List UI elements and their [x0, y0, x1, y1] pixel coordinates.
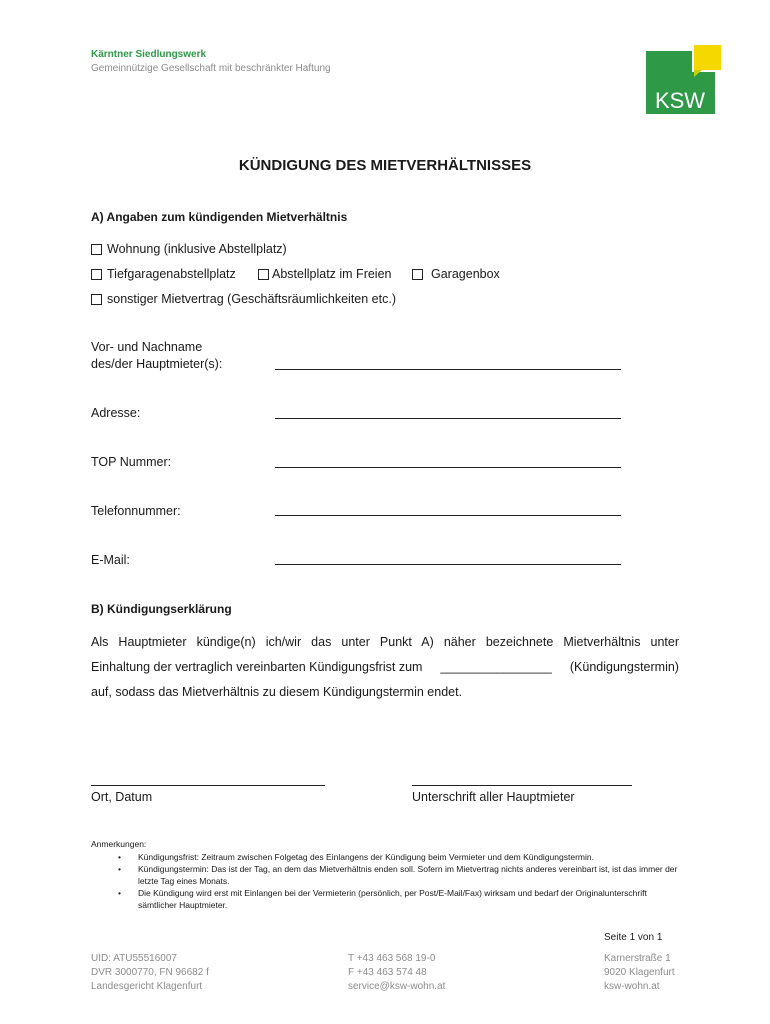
- name-label-line1: Vor- und Nachname: [91, 340, 203, 354]
- option-garagenbox[interactable]: [412, 267, 500, 281]
- adresse-input-line[interactable]: [275, 418, 621, 419]
- telefon-input-line[interactable]: [275, 515, 621, 516]
- notes-list: [118, 851, 678, 911]
- tiefgarage-checkbox[interactable]: [91, 269, 102, 280]
- abstellplatz-label: Abstellplatz im Freien: [272, 267, 392, 281]
- email-input-line[interactable]: [275, 564, 621, 565]
- note-item: • Kündigungsfrist: Zeitraum zwischen Folgetag des Einlangens der Kündigung beim Vermieter und dem Kündigungstermin.: [118, 851, 678, 863]
- tiefgarage-label: Tiefgaragenabstellplatz: [107, 267, 236, 281]
- note-item: • Die Kündigung wird erst mit Einlangen bei der Vermieterin (persönlich, per Post/E-Mail/Fax) wirksam und bedarf der Originalunterschrift sämtlicher Hauptmieter.: [118, 887, 678, 911]
- ksw-logo: [646, 43, 723, 114]
- option-abstellplatz[interactable]: [258, 267, 392, 281]
- ort-datum-label: Ort, Datum: [91, 790, 153, 804]
- footer-website-link[interactable]: ksw-wohn.at: [604, 981, 660, 992]
- sonstiger-checkbox[interactable]: [91, 294, 102, 305]
- wohnung-label: Wohnung (inklusive Abstellplatz): [107, 242, 287, 256]
- footer-street: Karnerstraße 1: [604, 953, 671, 964]
- garagenbox-checkbox[interactable]: [412, 269, 423, 280]
- notes-heading: Anmerkungen:: [91, 839, 147, 849]
- footer-phone: T +43 463 568 19-0: [348, 953, 436, 964]
- top-number-label: TOP Nummer:: [91, 455, 172, 469]
- footer-middle: [348, 952, 445, 994]
- declaration-line-3: auf, sodass das Mietverhältnis zu diesem Kündigungstermin endet.: [91, 685, 463, 699]
- unterschrift-label: Unterschrift aller Hauptmieter: [412, 790, 575, 804]
- abstellplatz-checkbox[interactable]: [258, 269, 269, 280]
- footer-uid: UID: ATU55516007: [91, 953, 177, 964]
- footer-left: [91, 952, 209, 994]
- top-number-input-line[interactable]: [275, 467, 621, 468]
- name-input-line[interactable]: [275, 369, 621, 370]
- wohnung-checkbox[interactable]: [91, 244, 102, 255]
- option-sonstiger[interactable]: [91, 292, 396, 306]
- ort-datum-line[interactable]: [91, 785, 325, 786]
- footer-email-link[interactable]: service@ksw-wohn.at: [348, 981, 446, 992]
- kuendigungstermin-blank[interactable]: ________________: [440, 660, 552, 674]
- footer-court: Landesgericht Klagenfurt: [91, 981, 203, 992]
- organization-subtitle: Gemeinnützige Gesellschaft mit beschränkter Haftung: [91, 63, 331, 74]
- footer-city: 9020 Klagenfurt: [604, 967, 675, 978]
- organization-name: Kärntner Siedlungswerk: [91, 49, 207, 60]
- telefon-label: Telefonnummer:: [91, 504, 181, 518]
- adresse-label: Adresse:: [91, 406, 141, 420]
- email-label: E-Mail:: [91, 553, 130, 567]
- name-field-label: [91, 339, 222, 373]
- page-number: Seite 1 von 1: [604, 932, 663, 943]
- declaration-line-2-end: (Kündigungstermin): [569, 660, 679, 674]
- logo-text: KSW: [654, 88, 706, 113]
- section-a-heading: A) Angaben zum kündigenden Mietverhältnis: [91, 210, 348, 224]
- footer-right: [604, 952, 675, 994]
- garagenbox-label: Garagenbox: [431, 267, 500, 281]
- unterschrift-line[interactable]: [412, 785, 632, 786]
- footer-fax: F +43 463 574 48: [348, 967, 427, 978]
- sonstiger-label: sonstiger Mietvertrag (Geschäftsräumlichkeiten etc.): [107, 292, 396, 306]
- document-title: KÜNDIGUNG DES MIETVERHÄLTNISSES: [238, 157, 532, 174]
- ksw-logo-graphic: [646, 43, 723, 114]
- declaration-line-2-start: Einhaltung der vertraglich vereinbarten Kündigungsfrist zum: [91, 660, 423, 674]
- declaration-text: [91, 630, 679, 705]
- name-label-line2: des/der Hauptmieter(s):: [91, 357, 223, 371]
- declaration-line-1: Als Hauptmieter kündige(n) ich/wir das unter Punkt A) näher bezeichnete Mietverhältnis unter: [91, 635, 679, 649]
- note-item: • Kündigungstermin: Das ist der Tag, an dem das Mietverhältnis enden soll. Sofern im Mietvertrag nichts anderes vereinbart ist, ist das immer der letzte Tag eines Monats.: [118, 863, 678, 887]
- section-b-heading: B) Kündigungserklärung: [91, 602, 232, 616]
- option-wohnung[interactable]: [91, 242, 287, 256]
- option-tiefgarage[interactable]: [91, 267, 236, 281]
- footer-dvr: DVR 3000770, FN 96682 f: [91, 967, 209, 978]
- declaration-line-2: [91, 655, 679, 680]
